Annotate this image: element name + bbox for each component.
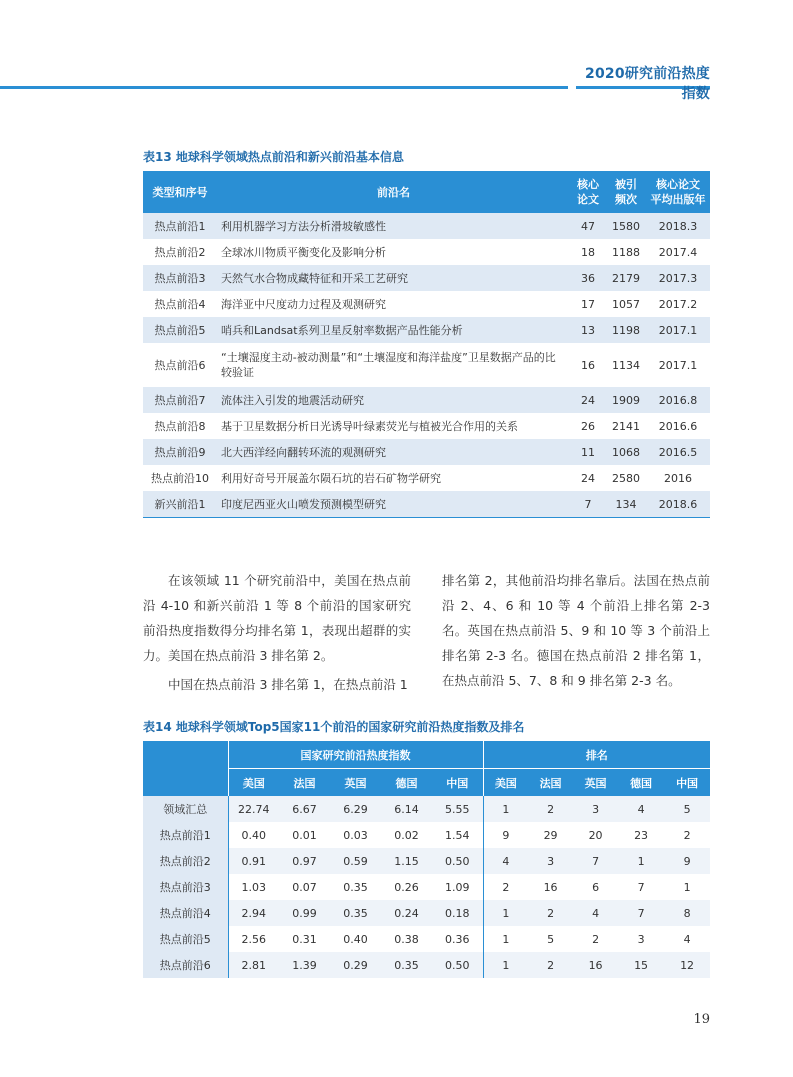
avg-year-cell: 2016.6: [646, 413, 710, 439]
table-row: [143, 239, 710, 265]
frontier-name-cell: 利用机器学习方法分析滑坡敏感性: [217, 213, 570, 239]
avg-year-cell: 2017.1: [646, 317, 710, 343]
body-text-left-column: [143, 568, 411, 697]
country-header-index: 英国: [330, 769, 381, 797]
rank-value-cell: 1: [618, 848, 664, 874]
rank-value-cell: 3: [618, 926, 664, 952]
rank-value-cell: 1: [664, 874, 710, 900]
rank-value-cell: 20: [573, 822, 618, 848]
frontier-type-cell: 热点前沿4: [143, 291, 217, 317]
core-papers-cell: 11: [570, 439, 606, 465]
table-row: [143, 413, 710, 439]
index-value-cell: 0.24: [381, 900, 432, 926]
frontier-name-cell: 北大西洋经向翻转环流的观测研究: [217, 439, 570, 465]
row-label-cell: 热点前沿6: [143, 952, 228, 978]
index-value-cell: 0.59: [330, 848, 381, 874]
core-papers-cell: 47: [570, 213, 606, 239]
frontier-type-cell: 热点前沿1: [143, 213, 217, 239]
core-papers-cell: 7: [570, 491, 606, 518]
rank-value-cell: 6: [573, 874, 618, 900]
frontier-type-cell: 新兴前沿1: [143, 491, 217, 518]
core-papers-cell: 24: [570, 387, 606, 413]
rank-value-cell: 7: [573, 848, 618, 874]
citations-cell: 1068: [606, 439, 646, 465]
index-value-cell: 1.03: [228, 874, 279, 900]
table-row: [143, 952, 710, 978]
row-label-cell: 热点前沿1: [143, 822, 228, 848]
table14-header-corner: [143, 741, 228, 796]
index-value-cell: 6.29: [330, 796, 381, 822]
avg-year-cell: 2018.3: [646, 213, 710, 239]
index-value-cell: 0.29: [330, 952, 381, 978]
table-row: [143, 213, 710, 239]
header-papers-line1: 核心: [577, 178, 599, 191]
country-header-rank: 德国: [618, 769, 664, 797]
rank-value-cell: 7: [618, 900, 664, 926]
page-number: 19: [693, 1012, 710, 1027]
index-value-cell: 1.15: [381, 848, 432, 874]
row-label-cell: 热点前沿3: [143, 874, 228, 900]
frontier-name-cell: 海洋亚中尺度动力过程及观测研究: [217, 291, 570, 317]
frontier-type-cell: 热点前沿7: [143, 387, 217, 413]
rank-value-cell: 4: [573, 900, 618, 926]
table14-group-index: 国家研究前沿热度指数: [228, 741, 483, 769]
core-papers-cell: 24: [570, 465, 606, 491]
frontier-type-cell: 热点前沿6: [143, 343, 217, 387]
avg-year-cell: 2016: [646, 465, 710, 491]
index-value-cell: 0.38: [381, 926, 432, 952]
rank-value-cell: 5: [528, 926, 573, 952]
table13-header-citations: [606, 171, 646, 213]
frontier-name-cell: 流体注入引发的地震活动研究: [217, 387, 570, 413]
core-papers-cell: 16: [570, 343, 606, 387]
table13-header-year: [646, 171, 710, 213]
table13-header-name: 前沿名: [217, 171, 570, 213]
frontier-name-cell: 全球冰川物质平衡变化及影响分析: [217, 239, 570, 265]
citations-cell: 1188: [606, 239, 646, 265]
rank-value-cell: 1: [483, 900, 528, 926]
citations-cell: 1134: [606, 343, 646, 387]
table13-header-type: 类型和序号: [143, 171, 217, 213]
core-papers-cell: 13: [570, 317, 606, 343]
index-value-cell: 22.74: [228, 796, 279, 822]
avg-year-cell: 2016.5: [646, 439, 710, 465]
header-citations-line1: 被引: [615, 178, 637, 191]
rank-value-cell: 2: [528, 952, 573, 978]
frontier-name-cell: 基于卫星数据分析日光诱导叶绿素荧光与植被光合作用的关系: [217, 413, 570, 439]
row-label-cell: 领域汇总: [143, 796, 228, 822]
table-row: [143, 848, 710, 874]
table-row: [143, 796, 710, 822]
frontier-type-cell: 热点前沿9: [143, 439, 217, 465]
index-value-cell: 5.55: [432, 796, 483, 822]
citations-cell: 1909: [606, 387, 646, 413]
rank-value-cell: 8: [664, 900, 710, 926]
citations-cell: 2179: [606, 265, 646, 291]
table13-header-row: [143, 171, 710, 213]
frontier-type-cell: 热点前沿2: [143, 239, 217, 265]
country-header-rank: 中国: [664, 769, 710, 797]
row-label-cell: 热点前沿2: [143, 848, 228, 874]
table-row: [143, 317, 710, 343]
citations-cell: 2141: [606, 413, 646, 439]
rank-value-cell: 2: [573, 926, 618, 952]
body-text-right-column: [442, 568, 710, 693]
header-rule-left: [0, 86, 568, 89]
header-year-line2: 平均出版年: [650, 193, 706, 206]
index-value-cell: 0.07: [279, 874, 330, 900]
rank-value-cell: 16: [528, 874, 573, 900]
core-papers-cell: 18: [570, 239, 606, 265]
table-row: [143, 439, 710, 465]
avg-year-cell: 2018.6: [646, 491, 710, 518]
rank-value-cell: 3: [573, 796, 618, 822]
index-value-cell: 0.18: [432, 900, 483, 926]
body-paragraph-2: 中国在热点前沿 3 排名第 1，在热点前沿 1: [168, 677, 408, 692]
core-papers-cell: 36: [570, 265, 606, 291]
index-value-cell: 0.99: [279, 900, 330, 926]
country-header-rank: 美国: [483, 769, 528, 797]
table-row: [143, 900, 710, 926]
country-header-index: 法国: [279, 769, 330, 797]
index-value-cell: 1.54: [432, 822, 483, 848]
index-value-cell: 0.50: [432, 952, 483, 978]
index-value-cell: 0.03: [330, 822, 381, 848]
table-row: [143, 265, 710, 291]
table-row: [143, 343, 710, 387]
table-row: [143, 822, 710, 848]
table14-group-header-row: [143, 741, 710, 769]
rank-value-cell: 15: [618, 952, 664, 978]
frontier-type-cell: 热点前沿3: [143, 265, 217, 291]
rank-value-cell: 2: [528, 900, 573, 926]
index-value-cell: 0.91: [228, 848, 279, 874]
table-row: [143, 926, 710, 952]
citations-cell: 1057: [606, 291, 646, 317]
table14-group-rank: 排名: [483, 741, 710, 769]
avg-year-cell: 2017.3: [646, 265, 710, 291]
rank-value-cell: 1: [483, 796, 528, 822]
row-label-cell: 热点前沿4: [143, 900, 228, 926]
body-paragraph-1: 在该领域 11 个研究前沿中，美国在热点前沿 4-10 和新兴前沿 1 等 8 个前沿的国家研究前沿热度指数得分均排名第 1，表现出超群的实力。美国在热点前沿 3 排名第 2。: [143, 573, 411, 663]
row-label-cell: 热点前沿5: [143, 926, 228, 952]
rank-value-cell: 2: [528, 796, 573, 822]
rank-value-cell: 2: [664, 822, 710, 848]
frontier-type-cell: 热点前沿8: [143, 413, 217, 439]
table-row: [143, 491, 710, 518]
frontier-name-cell: 哨兵和Landsat系列卫星反射率数据产品性能分析: [217, 317, 570, 343]
index-value-cell: 0.26: [381, 874, 432, 900]
header-year-line1: 核心论文: [656, 178, 700, 191]
citations-cell: 134: [606, 491, 646, 518]
index-value-cell: 0.35: [330, 874, 381, 900]
rank-value-cell: 1: [483, 926, 528, 952]
index-value-cell: 6.67: [279, 796, 330, 822]
country-header-index: 德国: [381, 769, 432, 797]
avg-year-cell: 2017.2: [646, 291, 710, 317]
index-value-cell: 6.14: [381, 796, 432, 822]
rank-value-cell: 7: [618, 874, 664, 900]
country-header-index: 中国: [432, 769, 483, 797]
table-row: [143, 465, 710, 491]
rank-value-cell: 1: [483, 952, 528, 978]
table13: [143, 171, 710, 518]
core-papers-cell: 26: [570, 413, 606, 439]
table-row: [143, 874, 710, 900]
table14-country-header-row: [143, 769, 710, 797]
citations-cell: 1580: [606, 213, 646, 239]
index-value-cell: 1.09: [432, 874, 483, 900]
frontier-name-cell: 利用好奇号开展盖尔陨石坑的岩石矿物学研究: [217, 465, 570, 491]
index-value-cell: 2.94: [228, 900, 279, 926]
frontier-name-cell: 印度尼西亚火山喷发预测模型研究: [217, 491, 570, 518]
avg-year-cell: 2017.4: [646, 239, 710, 265]
index-value-cell: 0.35: [330, 900, 381, 926]
rank-value-cell: 29: [528, 822, 573, 848]
rank-value-cell: 3: [528, 848, 573, 874]
core-papers-cell: 17: [570, 291, 606, 317]
header-citations-line2: 频次: [615, 193, 637, 206]
index-value-cell: 0.50: [432, 848, 483, 874]
index-value-cell: 0.31: [279, 926, 330, 952]
header-papers-line2: 论文: [577, 193, 599, 206]
index-value-cell: 0.97: [279, 848, 330, 874]
avg-year-cell: 2017.1: [646, 343, 710, 387]
running-header-title: 2020研究前沿热度指数: [585, 66, 710, 102]
table-row: [143, 387, 710, 413]
country-header-rank: 英国: [573, 769, 618, 797]
avg-year-cell: 2016.8: [646, 387, 710, 413]
body-paragraph-2-continued: 排名第 2，其他前沿均排名靠后。法国在热点前沿 2、4、6 和 10 等 4 个前沿上排名第 2-3 名。英国在热点前沿 5、9 和 10 等 3 个前沿上排名第 2-3 名。德国在热点前沿 2 排名第 1，在热点前沿 5、7、8 和 9 排名第 2-3 名。: [442, 573, 710, 688]
rank-value-cell: 16: [573, 952, 618, 978]
country-header-index: 美国: [228, 769, 279, 797]
rank-value-cell: 9: [664, 848, 710, 874]
citations-cell: 1198: [606, 317, 646, 343]
table-row: [143, 291, 710, 317]
table13-caption: 表13 地球科学领域热点前沿和新兴前沿基本信息: [143, 150, 404, 164]
table14: [143, 741, 710, 978]
rank-value-cell: 12: [664, 952, 710, 978]
index-value-cell: 0.02: [381, 822, 432, 848]
rank-value-cell: 4: [483, 848, 528, 874]
index-value-cell: 2.81: [228, 952, 279, 978]
frontier-name-cell: “土壤湿度主动-被动测量”和“土壤湿度和海洋盐度”卫星数据产品的比较验证: [217, 343, 570, 387]
index-value-cell: 0.01: [279, 822, 330, 848]
index-value-cell: 0.36: [432, 926, 483, 952]
rank-value-cell: 5: [664, 796, 710, 822]
frontier-type-cell: 热点前沿5: [143, 317, 217, 343]
country-header-rank: 法国: [528, 769, 573, 797]
index-value-cell: 2.56: [228, 926, 279, 952]
rank-value-cell: 4: [618, 796, 664, 822]
table14-caption: 表14 地球科学领域Top5国家11个前沿的国家研究前沿热度指数及排名: [143, 720, 525, 734]
frontier-type-cell: 热点前沿10: [143, 465, 217, 491]
rank-value-cell: 2: [483, 874, 528, 900]
index-value-cell: 0.40: [330, 926, 381, 952]
index-value-cell: 1.39: [279, 952, 330, 978]
rank-value-cell: 23: [618, 822, 664, 848]
index-value-cell: 0.35: [381, 952, 432, 978]
index-value-cell: 0.40: [228, 822, 279, 848]
table13-header-papers: [570, 171, 606, 213]
rank-value-cell: 4: [664, 926, 710, 952]
frontier-name-cell: 天然气水合物成藏特征和开采工艺研究: [217, 265, 570, 291]
rank-value-cell: 9: [483, 822, 528, 848]
citations-cell: 2580: [606, 465, 646, 491]
